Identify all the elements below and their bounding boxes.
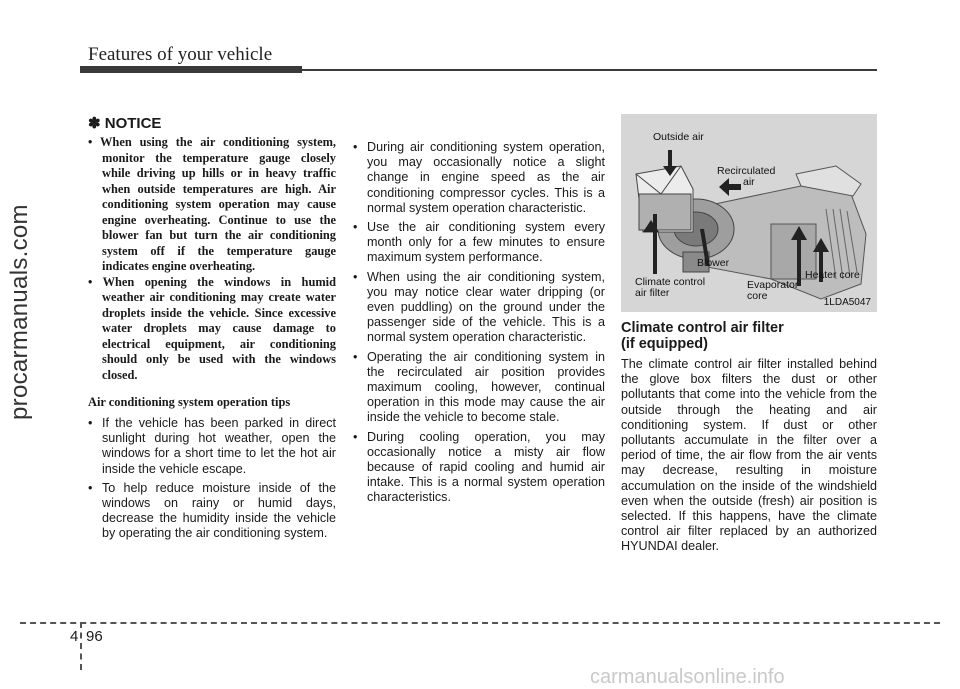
filter-section-title: Climate control air filter (if equipped) xyxy=(621,320,784,352)
page-number: 96 xyxy=(86,628,103,645)
header-rule-thin xyxy=(302,69,877,71)
label-recirculated: Recirculated xyxy=(717,165,776,177)
page-header-title: Features of your vehicle xyxy=(88,44,273,65)
hvac-diagram-figure xyxy=(621,114,877,312)
header-rule-thick xyxy=(80,66,302,73)
label-filter-2: air filter xyxy=(635,287,670,299)
column-right xyxy=(621,114,877,555)
tips-heading: Air conditioning system operation tips xyxy=(88,395,291,409)
tip-item: • If the vehicle has been parked in direct sunlight during hot weather, open the windows for a short time to let the hot air inside the vehicle escape. xyxy=(88,416,336,476)
column-middle xyxy=(353,140,605,510)
label-evaporator-2: core xyxy=(747,290,768,302)
bottom-watermark: carmanualsonline.info xyxy=(590,666,785,688)
label-blower: Blower xyxy=(697,257,730,269)
filter-section-body: The climate control air filter installed behind the glove box filters the dust or other pollutants that come into the vehicle from the outside through the heating and air conditioning system. If dust or other pollutants accumulate in the filter over a period of time, the air flow from the air vents may decrease, resulting in moisture accumulation on the inside of the windshield even when the outside (fresh) air position is selected. If this happens, have the climate control air filter replaced by an authorized HYUNDAI dealer. xyxy=(621,357,877,554)
footer-rule xyxy=(20,622,940,624)
tip-item: • Operating the air conditioning system in the recirculated air position provides maximum cooling, however, continual operation in this mode may cause the air inside the vehicle to become stale. xyxy=(353,349,605,425)
column-left xyxy=(88,114,336,546)
label-filter: Climate control xyxy=(635,276,706,288)
notice-item: • When opening the windows in humid weather air conditioning may create water droplets inside the vehicle. Since excessive water droplets may cause damage to electrical equipment, air conditioning should only be used with the windows closed. xyxy=(88,274,336,382)
label-recirculated-air: air xyxy=(743,176,755,188)
tip-item: • During air conditioning system operation, you may occasionally notice a slight change in engine speed as the air conditioning compressor cycles. This is a normal system operation characteristic. xyxy=(353,140,605,215)
label-evaporator: Evaporator xyxy=(747,279,799,291)
tip-item: • During cooling operation, you may occasionally notice a misty air flow because of rapid cooling and humid air intake. This is a normal system operation characteristics. xyxy=(353,429,605,505)
label-outside-air: Outside air xyxy=(653,131,704,143)
tip-item: • To help reduce moisture inside of the windows on rainy or humid days, decrease the humidity inside the vehicle by operating the air conditioning system. xyxy=(88,480,336,541)
label-heater-core: Heater core xyxy=(805,269,860,281)
notice-item: • When using the air conditioning system, monitor the temperature gauge closely while driving up hills or in heavy traffic when outside temperatures are high. Air conditioning system operation may cause engine overheating. Continue to use the blower fan but turn the air conditioning system off if the temperature gauge indicates engine overheating. xyxy=(88,135,336,273)
notice-title: ✽ NOTICE xyxy=(88,115,162,132)
figure-code: 1LDA5047 xyxy=(823,297,871,308)
side-watermark: procarmanuals.com xyxy=(6,204,33,420)
footer-divider xyxy=(80,622,82,670)
tip-item: • Use the air conditioning system every month only for a few minutes to ensure maximum system performance. xyxy=(353,220,605,265)
chapter-number: 4 xyxy=(70,628,79,645)
tip-item: • When using the air conditioning system, you may notice clear water dripping (or even puddling) on the ground under the passenger side of the vehicle. This is a normal system operation characteristic. xyxy=(353,269,605,345)
